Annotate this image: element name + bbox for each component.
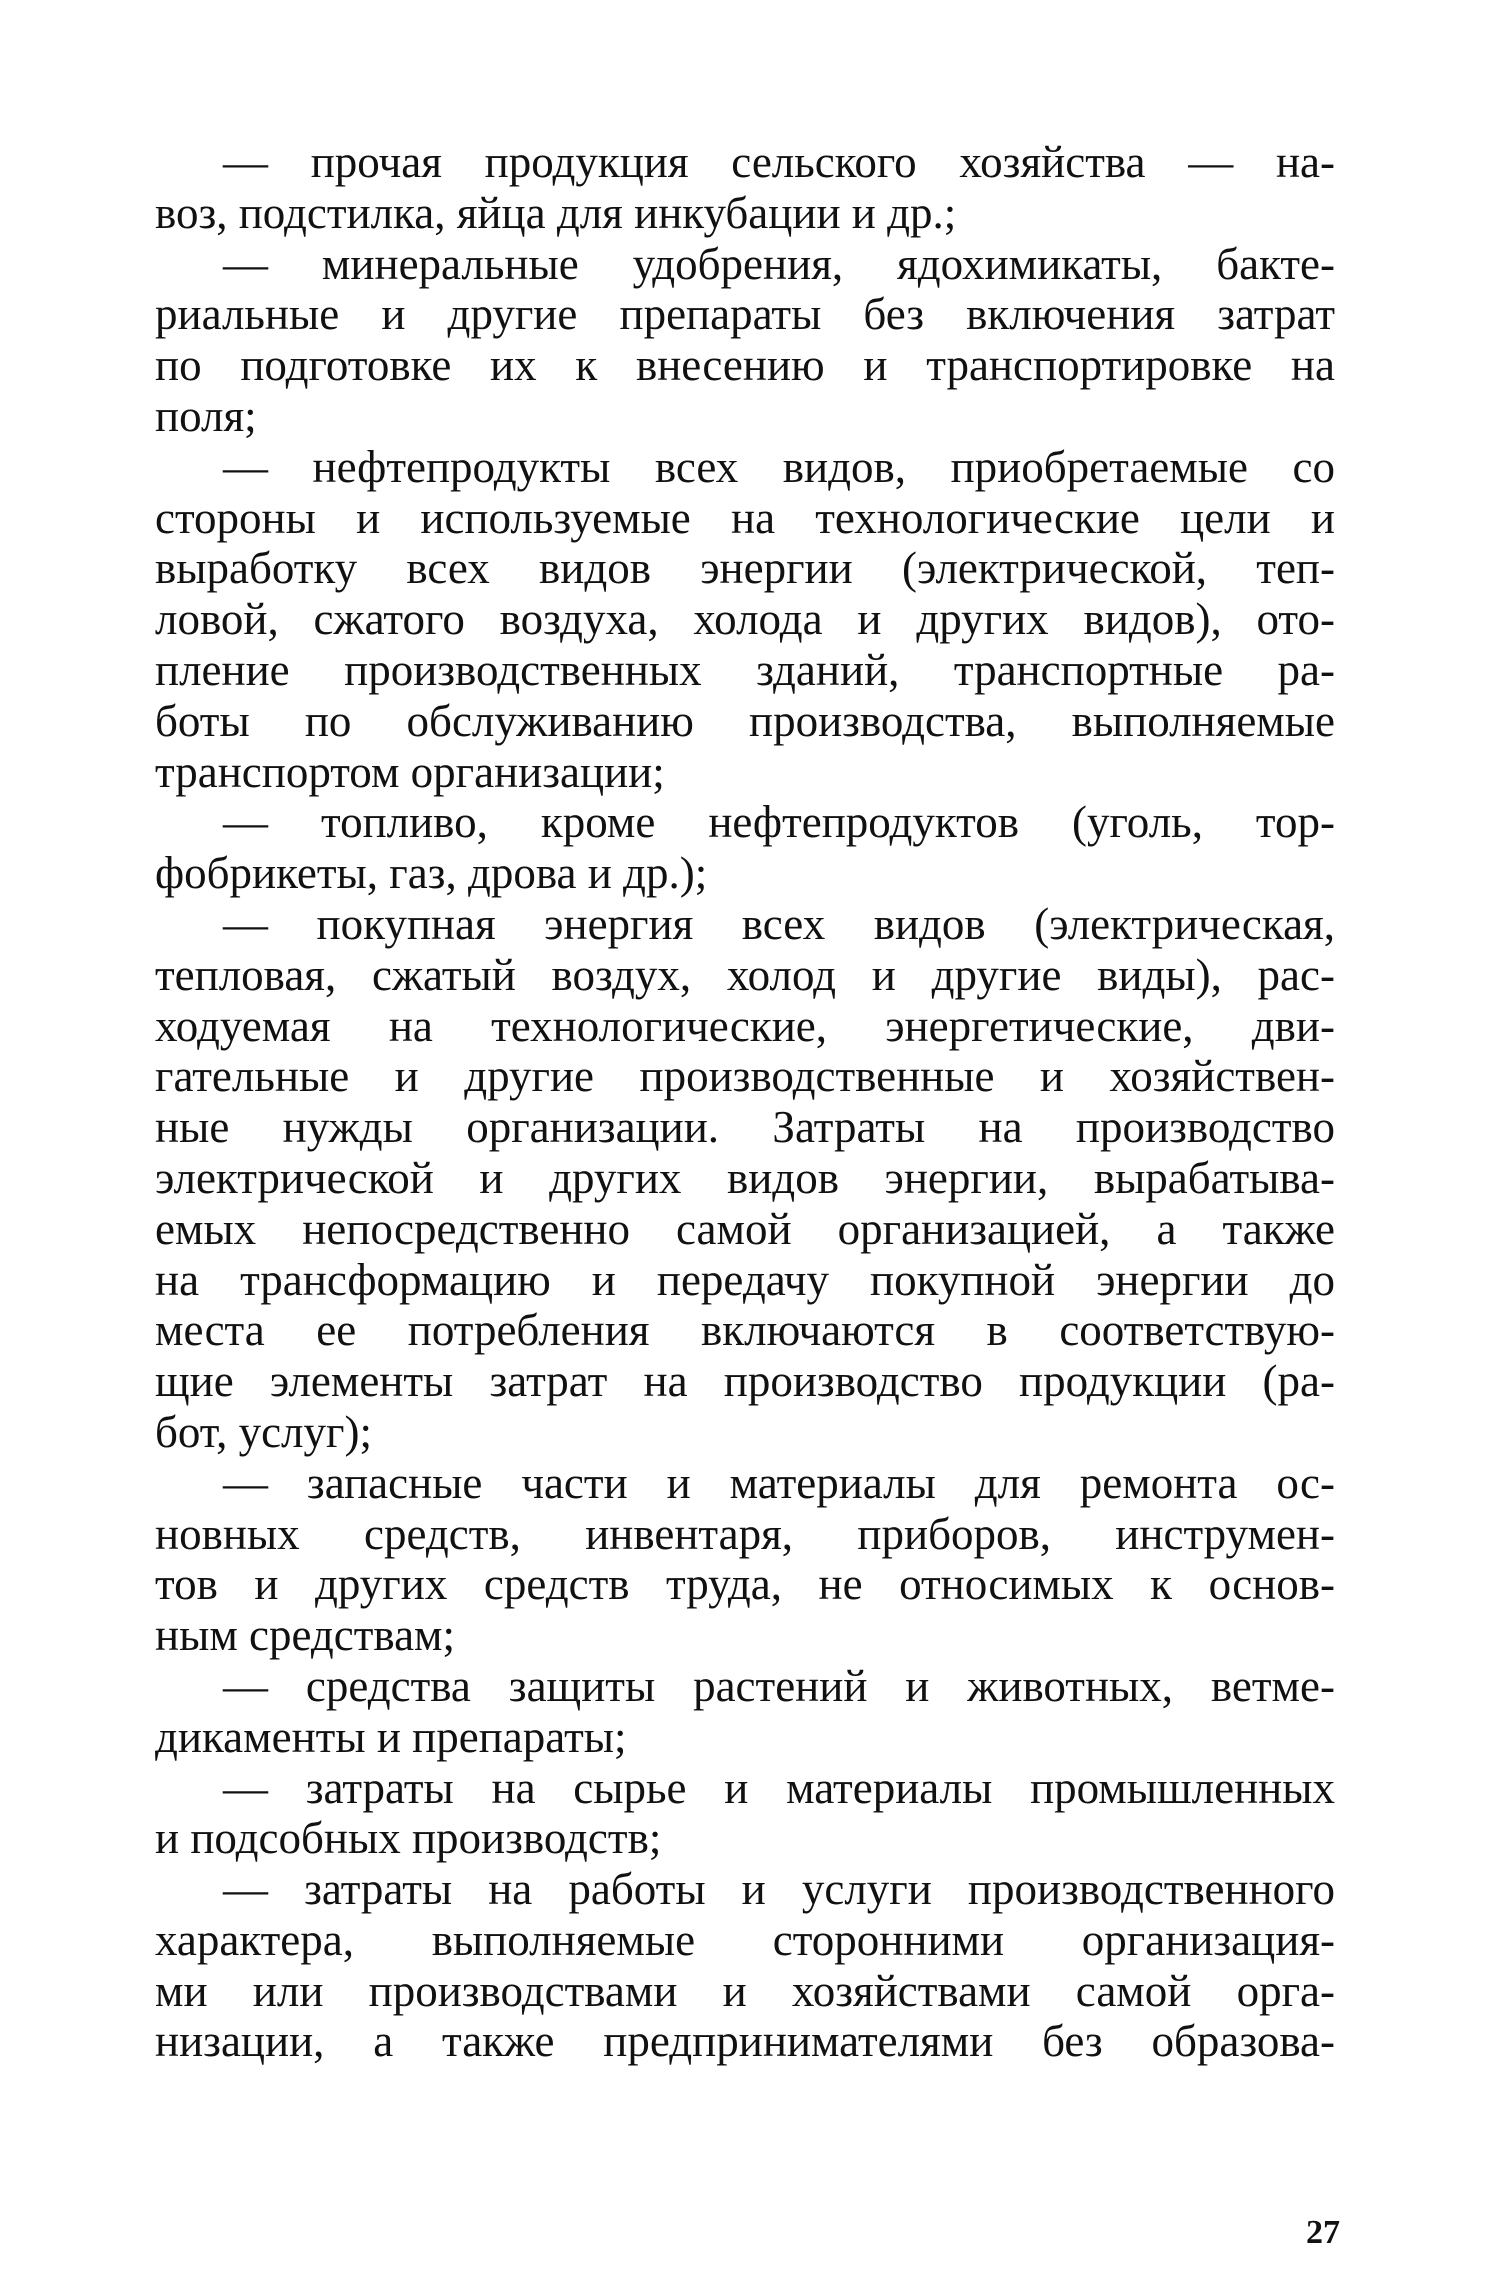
text-line: — затраты на сырье и материалы промышленных <box>223 1762 1335 1813</box>
text-line: — покупная энергия всех видов (электрическая, <box>223 898 1335 949</box>
text-line: боты по обслуживанию производства, выполняемые <box>155 695 1335 746</box>
text-line: на трансформацию и передачу покупной энергии до <box>155 1254 1335 1305</box>
text-line: — топливо, кроме нефтепродуктов (уголь, тор- <box>223 797 1335 848</box>
text-line: выработку всех видов энергии (электрической, теп- <box>155 543 1335 594</box>
text-line: низации, а также предпринимателями без образова- <box>155 2016 1335 2067</box>
text-line: электрической и других видов энергии, вырабатыва- <box>155 1152 1335 1203</box>
page-number: 27 <box>1306 2214 1340 2251</box>
text-line: емых непосредственно самой организацией, а также <box>155 1203 1335 1254</box>
text-line: тепловая, сжатый воздух, холод и другие виды), рас- <box>155 949 1335 1000</box>
text-line: места ее потребления включаются в соответствую- <box>155 1305 1335 1356</box>
text-line: транспортом организации; <box>155 746 665 797</box>
text-line: — минеральные удобрения, ядохимикаты, бакте- <box>223 238 1335 289</box>
text-line: пление производственных зданий, транспортные ра- <box>155 644 1335 695</box>
text-line: стороны и используемые на технологические цели и <box>155 492 1335 543</box>
text-line: тов и других средств труда, не относимых к основ- <box>155 1559 1335 1610</box>
text-line: дикаменты и препараты; <box>155 1711 627 1762</box>
text-line: — затраты на работы и услуги производственного <box>223 1864 1335 1915</box>
text-line: — нефтепродукты всех видов, приобретаемые со <box>223 441 1335 492</box>
body-text <box>155 137 1335 2067</box>
text-line: ми или производствами и хозяйствами самой орга- <box>155 1965 1335 2016</box>
text-line: бот, услуг); <box>155 1406 372 1457</box>
text-line: характера, выполняемые сторонними организация- <box>155 1914 1335 1965</box>
text-line: фобрикеты, газ, дрова и др.); <box>155 848 708 899</box>
text-line: воз, подстилка, яйца для инкубации и др.; <box>155 187 957 238</box>
text-line: — запасные части и материалы для ремонта ос- <box>223 1457 1335 1508</box>
text-line: и подсобных производств; <box>155 1813 662 1864</box>
text-line: по подготовке их к внесению и транспортировке на <box>155 340 1335 391</box>
text-line: ходуемая на технологические, энергетические, дви- <box>155 1000 1335 1051</box>
text-line: ные нужды организации. Затраты на производство <box>155 1102 1335 1153</box>
text-line: новных средств, инвентаря, приборов, инструмен- <box>155 1508 1335 1559</box>
text-line: гательные и другие производственные и хозяйствен- <box>155 1051 1335 1102</box>
text-line: поля; <box>155 390 257 441</box>
text-line: ным средствам; <box>155 1610 456 1661</box>
text-line: — средства защиты растений и животных, ветме- <box>223 1660 1335 1711</box>
text-line: ловой, сжатого воздуха, холода и других видов), ото- <box>155 594 1335 645</box>
text-line: щие элементы затрат на производство продукции (ра- <box>155 1356 1335 1407</box>
text-line: — прочая продукция сельского хозяйства — на- <box>223 137 1335 187</box>
text-line: риальные и другие препараты без включения затрат <box>155 289 1335 340</box>
